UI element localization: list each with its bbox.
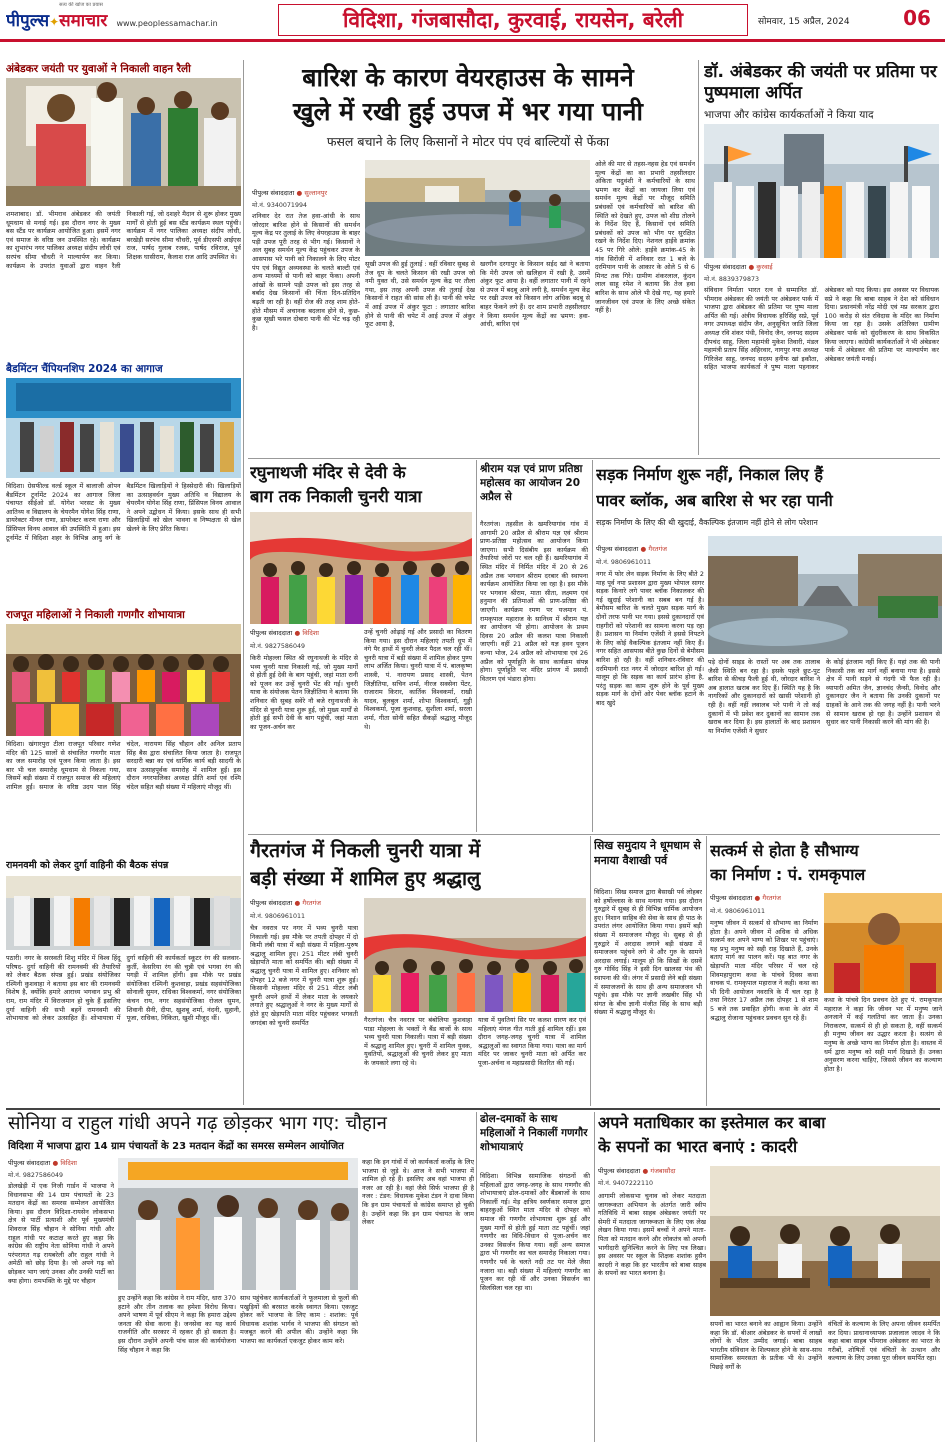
vote-photo-caption: सपनों का भारत बनाने का आह्वान किया। उन्होंने कहा कि डॉ. बीआर अंबेडकर के सपनों में लाखों लोगों के भीतर उम्मीद जगाई। बाबा साहब भारतीय संविधान के शिल्पकार होने के साथ-साथ सामाजिक समरसता के प्रतीक भी थे। उन्होंने पिछड़े वर्गों के <box>710 1320 822 1371</box>
section-divider <box>248 458 940 459</box>
vote-photo <box>710 1166 940 1316</box>
section-divider <box>6 1108 940 1110</box>
column-divider <box>594 1112 595 1442</box>
r1-col1: किरी मोहल्ला स्थित श्री रघुनाथजी के मंदिर से भव्य चुनरी यात्रा निकाली गई, जो मुख्य मार्गों से होती हुई देवी के बाग पहुंची, जहां माता रानी को पूजन कर उन्हें चुनरी भेंट की गई। चुनरी यात्रा के संयोजक पेतन जिज्ञीतिया ने बताया कि शनिवार की सुबह सवेरे नौ बजे रघुनाथजी के मंदिर से चुनरी यात्रा शुरू हुई, जो मुख्य मार्गों से होती हुई सभी देवी के बाग पहुंची, जहां माता का पूजन-अर्चन कर <box>250 654 358 731</box>
column-divider <box>592 460 593 832</box>
vote-col3: वंचितों के कल्याण के लिए अपना जीवन समर्पित कर दिया। प्राधानाध्यापक प्रजालाल जादव ने कि कहा बाबा साहब भीमराव अंबेडकर का भारत के गरीबों, शोषितों एवं वंचितों के उत्थान और कल्याण के लिए उनका पूरा जीवन समर्पित रहा। <box>828 1320 940 1363</box>
logo-star-icon: ✦ <box>49 15 60 29</box>
d1-body: संविधान निर्माता भारत रत्न से सम्मानित डॉ. भीमराव अंबेडकर की जयंती पर अंबेडकर पार्क में भाजपा द्वारा अंबेडकर की प्रतिमा पर पुष्प माला अर्पित की गई। अंत्रीय विधायक हरिसिंह सप्रे, पूर्व नगर उपाध्यक्ष संदीप जैन, अनुसूचित जाति जिला अध्यक्ष रवि शंकर पंथी, विनोद जैन, जनपद सदस्य दीपचंद साहू, जिला महामंत्री मुकेश तिवारी, मंडल महामंत्री प्रताप सिंह अहिरवार, नागपुर नपा अध्यक्ष गिरिजेश साहू, जनपद सदस्य हनीफ खां इकौता, सहित भाजपा कार्यकर्ता ने पुष्प माला पहनाकर अंबेडकर को याद किया। इस अवसर पर विधायक सप्रे ने कहा कि बाबा साहब ने देश को संविधान दिया। प्रधानमंत्री नरेंद्र मोदी एवं मप्र सरकार द्वारा 100 करोड़ से संत रविदास के मंदिर का निर्माण किया जा रहा है। उसके अतिरिक्त ग्रामीण अंबेडकर पार्क को सुंदरीकरण के साथ विकसित किया जाएगा। कांग्रेसी कार्यकर्ताओं ने भी अंबेडकर पार्क में अंबेडकर की प्रतिमा पर माल्यार्पण कर अंबेडकर जयंती मनाई। <box>704 286 939 372</box>
column-divider <box>243 60 244 1105</box>
a1-headline: अंबेडकर जयंती पर युवाओं ने निकाली वाहन रैली <box>6 63 191 75</box>
road-mobile: मो.नं. 9806961011 <box>596 559 651 566</box>
g1-byline: पीपुल्स संवाददाता ● गैरतगंज <box>250 899 321 907</box>
d1-byline: पीपुल्स संवाददाता ● कुरवाई <box>704 263 773 271</box>
lead-col4: ओले की मार से तहस-नहस हेड एवं समर्थन मूल्य केंद्रों का का प्रभारी तहसीलदार अंकिता यदुवंशी ने कर्मचारियों के साथ भ्रमण कर केंद्रों का जायजा लिया एवं समर्थन मूल्य केंद्रों पर मौजूद समिति प्रबंधकों एवं कर्मचारियों को बारिश की स्थिति को देखते हुए, उपज को शीघ्र तोलने के निर्देश दिए हैं, किसानों एवं समिति प्रबंधकों को उपज को भीग पर सुरक्षित रखने के निर्देश दिए। नेशनल हाईवे क्रमांक 45 पर गिरे ओले: हाईवे क्रमांक-45 के गांव सिरोंजी में शनिवार रात 1 बजे के दरमियान पानी के आकार के ओले 5 से 6 मिनट तक गिरे। ग्रामीण शंकरलाल, कुंदन लाल साहू रमेश ने बताया कि तेज हवा बारिश के साथ ओले भी देखे गए, यह हमारे जानजीवन एवं उपज के लिए अच्छे संकेत नहीं है। <box>595 160 695 315</box>
section-divider <box>248 834 940 835</box>
cong-byline-org: पीपुल्स संवाददाता <box>8 1159 51 1167</box>
ram-col1: मनुष्य जीवन में सत्कर्म से सौभाग्य का निर्माण होता है। अपने जीवन में अधिक से अधिक सत्कर्म कर अपने भाग्य को शिखर पर पहुंचाएं। यह प्रभु मनुष्य को सही राह दिखाते हैं, उनके बताए मार्ग का पालन करें। यह बात नगर के खेड़ापति माता मंदिर परिसर में चल रहे शिवमहापुराण कथा के पांचवे दिवस कथा वाचक पं. रामकृपाल महाराज ने कही। कथा का भी दिनी आयोजन नवरात्रि के मैं चल रहा है तथा निरंतर 17 अप्रैल तक दोपहर 1 से शाम 5 बजे तक प्रवाहित होगी। कथा के अंत में श्रद्धालु रोजाना पहुंचकर प्रवचन सुन रहे हैं। <box>710 919 818 1022</box>
a3-body: विदिशा। खंगारपुरा टीला राजपूत परिवार गणेश मंदिर की 125 सालों से संचालित गणगौर माता का जल समारोह एवं पूजन किया जाता है। इस बार भी चल समारोह धूमधाम से निकला गया, जिसमें बड़ी संख्या में राजपूत समाज की महिलाएं शामिल हुईं। समाज के वरिष्ठ उदय पाल सिंह चंदेल, नारायण सिंह चौहान और अनिल प्रताप सिंह बैस द्वारा संचालित किया जाता है। राजपूत सरदारी बन्ना का एवं धार्मिक कार्य बड़ी सादगी के साथ उत्साहपूर्वक समारोह में शामिल हुईं। इस दौरान नगरपालिका अध्यक्ष प्रीति शर्मा एवं रश्मि चंदेल सहित बड़ी संख्या में महिलाएं मौजूद थीं। <box>6 740 241 791</box>
vote-mobile: मो.नं. 9407222110 <box>598 1180 653 1187</box>
a2-body: विदिशा। ग्रेसफील्ड वर्ल्ड स्कूल में बालाजी ओपन बैडमिंटन टूर्नामेंट 2024 का आगाज जिला पंचायत सीईओ डॉ. योगेश भरसट के मुख्य आतिथ्य व विद्यालय के चेयरमैन योगेश सिंह राणा, डायरेक्टर मीनल राणा, डायरेक्टर करण राणा और प्रिंसिपल विनय आवाल की उपस्थिति में हुआ। इस टूर्नामेंट में विदिशा शहर के विभिन्न आयु वर्ग के बैडमिंटन खिलाड़ियों ने हिस्सेदारी की। खिलाड़ियों का उत्साहवर्धन मुख्य अतिथि व विद्यालय के चेयरमैन योगेश सिंह राणा, प्रिंसिपल विनय आवाल ने अपने उद्बोधन में किया। इसके साथ ही सभी खिलाड़ियों को खेल भावना व निष्पक्षता से खेल खेलने के लिए प्रेरित किया। <box>6 482 241 542</box>
road-photo-caption: पड़े दोनों साइड के रास्तों पर अब तक तालाब जैसी स्थिति बन रहा है। इसके पहले छुट-पुट बारिश से कीचड़ फैली हुई थी, जोरदार बारिश ने अब हालात खराब कर दिए हैं। स्थिति यह है कि नागरिकों और दुकानदारों को खासी परेशानी हो रही है। वहीं नहीं लवालब भरे पानी ने तो कई दुकानों में भी प्रवेश कर दुकानों का सामान तक खराब कर दिया है। इस हालातों के बाद प्रशासन या निर्माण एजेंसी ने सुधार <box>708 658 820 735</box>
column-divider <box>698 60 699 455</box>
a4-photo <box>6 876 241 950</box>
a3-photo <box>6 624 241 736</box>
ram-byline-place: गैरतगंज <box>762 894 781 902</box>
column-divider <box>476 460 477 832</box>
g1-byline-org: पीपुल्स संवाददाता <box>250 899 293 907</box>
cong-photo <box>118 1158 358 1290</box>
a2-photo <box>6 378 241 478</box>
lead-photo <box>365 160 590 256</box>
gang-headline: ढोल-दमाकों के साथ महिलाओं ने निकालीं गणगौर शोभायात्राएं <box>480 1113 588 1153</box>
a3-headline: राजपूत महिलाओं ने निकाली गणगौर शोभायात्रा <box>6 609 185 621</box>
gang-body: विदिशा। विभिन्न सामाजिक संगठनों की महिलाओं द्वारा जगह-जगह के साथ गणगौर की शोभायात्राएं ढोल-दमाकों और बैंडबाजों के साथ निकालीं गई। मेड़ क्षत्रिय स्वर्णकार समाज द्वारा बाहरकुओं स्थित माता मंदिर से दोपहर को समाज की गणगौर शोभायात्रा शुरू हुई और मुख्य मार्गों से होती हुई माता तट पहुंचीं। जहां गणगौर का विधि-विधान से पूजा-अर्चन कर उनका विसर्जन किया गया। वहीं अन्य समाज द्वारा भी गणगौर का चल समारोह निकाला गया। गणगौर पर्व के चलते नदी तट पर मेले जैसा नजारा था। बड़ी संख्या में महिलाएं गणगौर का पूजन कर रही थीं और उनका विसर्जन का सिलसिला चल रहा था। <box>480 1172 590 1292</box>
road-photo <box>708 536 942 654</box>
cong-col1: डोलखेड़ी में एक निजी गार्डन में भाजपा ने विधानसभा की 14 ग्राम पंचायतों के 23 मतदान केंद्रों का समरस सम्मेलन आयोजित किया। इस दौरान विदिशा-रायसेन लोकसभा क्षेत्र से पार्टी प्रत्याशी और पूर्व मुख्यमंत्री शिवराज सिंह चौहान ने सोनिया गांधी और राहुल गांधी पर कटाक्ष करते हुए कहा कि कांग्रेस की राष्ट्रीय नेता सोनिया गांधी ने अपने परंपरागत गढ़ रायबरेली और राहुल गांधी ने अमेठी को छोड़ दिया है। जो अपने गढ़ को छोड़कर भाग जाएं उनका और उनकी पार्टी का क्या होगा। रामभक्ति के मुद्दे पर चौहान <box>8 1182 114 1285</box>
cong-subtitle: विदिशा में भाजपा द्वारा 14 ग्राम पंचायतों के 23 मतदान केंद्रों का समरस सम्मेलन आयोजित <box>8 1141 344 1152</box>
d1-byline-org: पीपुल्स संवाददाता <box>704 263 747 271</box>
d1-headline: डॉ. अंबेडकर की जयंती पर प्रतिमा पर पुष्पमाला अर्पित <box>704 62 937 103</box>
logo-right: समाचार <box>59 11 108 31</box>
g1-col1: चैत्र नवरात्र पर नगर में भव्य चुनरी यात्रा निकाली गई। इस मौके पर तपती दोपहर में दो किमी लंबी यात्रा में बड़ी संख्या में महिला-पुरुष श्रद्धालु शामिल हुए। 251 मीटर लंबी चुनरी खेड़ापति माता को समर्पित की। बड़ी संख्या में श्रद्धालु चुनरी यात्रा में शामिल हुए। शनिवार को दोपहर 12 बजे नगर में चुनरी यात्रा शुरू हुई। किसानी मोहल्ला मंदिर से 251 मीटर लंबी चुनरी अपने हाथों में लेकर माता के जयकारे लगाते हुए श्रद्धालुओं ने नगर के मुख्य मार्गों से होते हुए खेड़ापति माता मंदिर पहुंचकर भगवती जगदंबा को चुनरी समर्पित <box>250 924 358 1027</box>
a2-headline: बैडमिंटन चैंपियनशिप 2024 का आगाज <box>6 363 163 375</box>
ram-photo <box>824 893 942 993</box>
masthead <box>6 2 251 38</box>
road-headline-2: पावर ब्लॉक, अब बारिश से भर रहा पानी <box>596 491 833 510</box>
cong-byline-place: विदिशा <box>60 1159 77 1167</box>
road-subtitle: सड़क निर्माण के लिए की थी खुदाई, वैकल्पिक इंतजाम नहीं होने से लोग परेशान <box>596 518 818 527</box>
ram-headline-2: का निर्माण : पं. रामकृपाल <box>710 865 866 884</box>
ram-byline: पीपुल्स संवाददाता ● गैरतगंज <box>710 894 781 902</box>
section-title: विदिशा, गंजबासौदा, कुरवाई, रायसेन, बरेली <box>342 8 684 32</box>
lead-byline: पीपुल्स संवाददाता ● सुल्तानपुर <box>252 189 328 197</box>
cong-headline: सोनिया व राहुल गांधी अपने गढ़ छोड़कर भाग गए: चौहान <box>8 1113 387 1134</box>
a1-photo <box>6 78 241 206</box>
page-header <box>0 0 945 42</box>
d1-mobile: मो.नं. 8839379873 <box>704 276 759 283</box>
vote-col1: आगामी लोकसभा चुनाव को लेकर मतदाता जागरूकता अभियान के अंतर्गत जारी स्वीप गतिविधि में बाबा साहब अंबेडकर जयंती पर सेमरी में मतदाता जागरूकता के लिए एक लेख लेखन किया गया। इसमें बच्चों ने अपने माता-पिता को मतदान करने और लोकतंत्र को अपनी भागीदारी सुनिश्चित करने के लिए पत्र लिखा। इस अवसर पर स्कूल के शिक्षक शशांक हुसैन कादरी ने कहा कि हर भारतीय को बाबा साहब के सपनों का भारत बनाना है। <box>598 1192 706 1278</box>
vote-byline-org: पीपुल्स संवाददाता <box>598 1167 641 1175</box>
road-byline-place: गैरतगंज <box>648 545 667 553</box>
lead-headline-1: बारिश के कारण वेयरहाउस के सामने <box>302 63 634 92</box>
issue-date: सोमवार, 15 अप्रैल, 2024 <box>758 17 850 27</box>
road-byline: पीपुल्स संवाददाता ● गैरतगंज <box>596 545 667 553</box>
vote-byline: पीपुल्स संवाददाता ● गंजबासौदा <box>598 1167 676 1175</box>
cong-col4: साथ पहुंचेकर कार्यकर्ताओं ने फूलमाला से फूलों की पखुड़ियों की बरसात करके स्वागत किया। एकजुट होकर करें भाजपा के लिए काम : शशांक: पूर्व विधायक शशांक भार्गव ने भाजपा की संगठन को मजबूत करने की अपील की। उन्होंने कहा कि भाजपा का कार्यकर्ता एकजुट होकर काम करे। <box>240 1294 358 1345</box>
column-divider <box>590 836 591 1106</box>
g1-headline-1: गैरतगंज में निकली चुनरी यात्रा में <box>250 839 481 862</box>
g1-mobile: मो.नं. 9806961011 <box>250 913 305 920</box>
s1-body: गैरतगंज। तहसील के खमरियागांव गांव में आगामी 20 अप्रैल से श्रीराम यज्ञ एवं श्रीराम प्राण-प्रतिष्ठा महोत्सव का आयोजन किया जाएगा। सभी दिसंबीय इस कार्यक्रम की तैयारियां जोरों पर चल रही हैं। खमरियागांव में स्थित मंदिर में निर्मित मंदिर में 20 से 26 अप्रैल तक भगवान श्रीराम दरबार की स्थापना कार्यक्रम आयोजित किया जा रहा है। इस मौके पर भगवान श्रीराम, माता सीता, लक्ष्मण एवं हनुमान की प्रतिमाओं की प्राण-प्रतिष्ठा की जाएगी। कार्यक्रम रमण पर यजमान पं. रामकृपाल महाराज के सानिध्य में श्रीराम यज्ञ का आयोजन भी होगा। आयोजन के प्रथम दिवस 20 अप्रैल की कलश यात्रा निकाली जाएगी। वहीं 21 अप्रैल को यज्ञ हवन पूजन कन्या भोज, 24 अप्रैल को शोभायात्रा एवं 26 अप्रैल को पूर्णाहुति के साथ कार्यक्रम संपन्न होगा। पूर्णाहुति पर मंदिर प्रांगण में प्रसादी वितरण एवं भंडारा होगा। <box>480 520 588 683</box>
lead-byline-place: सुल्तानपुर <box>304 189 328 197</box>
vote-headline-2: के सपनों का भारत बनाएं : कादरी <box>598 1137 798 1156</box>
lead-col1: शनिवार देर रात तेज हवा-आंधी के साथ जोरदार बारिश होने से किसानों की समर्थन मूल्य केंद्र पर तुलाई के लिए वेयरहाउस के बाहर पड़ी उपज पूरी तरह से भीग गई। किसानों ने अल सुबह समर्थन मूल्य केंद्र पहुंचकर उपज के आसपास भरे पानी को निकालने के लिए मोटर पंप एवं विद्युत अव्यवस्था के चलते बाल्टी एवं अन्य माध्यमों से पानी को बाहर फेंका। अपनी आंखों के सामने पड़ी उपज को इस तरह से बर्बाद देख किसानों की चिंता दिन-प्रतिदिन बढ़ती जा रही है। वहीं रोज की तरह शाम होते-होते मौसम में अचानक बदलाव होने से, कुछ-कुछ सूखी फसल दोबारा पानी की भेंट चढ़ रही है। <box>252 212 360 332</box>
g1-photo <box>364 898 586 1012</box>
sikh-body: विदिशा। सिख समाज द्वारा बैसाखी पर्व लोहबर को हर्षोल्लास के साथ मनाया गया। इस दौरान गुरुद्वारे में सुबह से ही विभिन्न धार्मिक आयोजन हुए। निशान साहिब की सेवा के साथ ही पाठ के उपरांत लंगर आयोजित किया गया। इसमें बड़ी संख्या में समाजजन मौजूद थे। सुबह से ही गुरुद्वारे में अरदास लगाने बड़ी संख्या में समाजजन पहुंचने लगे थे और गुरु के सामने अरदास लगाई। मालूम हो कि सिखों के दसवें गुरु गोविंद सिंह ने इसी दिन खालसा पंथ की स्थापना की थी। लंगर में प्रसादी लेने बड़ी संख्या में समाजजनों के साथ ही अन्य समाजजन भी पहुंचे। इस मौके पर ज्ञानी लखबीर सिंह भी संगत के बीच ज्ञानी मंजीत सिंह के साथ बड़ी संख्या में श्रद्धालु मौजूद थे। <box>594 888 702 1017</box>
d1-subtitle: भाजपा और कांग्रेस कार्यकर्ताओं ने किया याद <box>704 109 874 121</box>
masthead-tagline: सत्य की खोज का प्रयास <box>59 2 103 8</box>
column-divider <box>706 836 707 1106</box>
sikh-headline: सिख समुदाय ने धूमधाम से मनाया वैशाखी पर्व <box>594 839 701 867</box>
d1-byline-place: कुरवाई <box>756 263 773 271</box>
ram-photo-caption: कथा के पांचवे दिन प्रवचन देते हुए पं. रामकृपाल महाराज ने कहा कि जीवन भर में मनुष्य जाने अनजाने में कई गलतियां कर जाता है। उनका निराकरण, सत्कर्म से ही हो सकता है, वहीं सत्कर्म ही मनुष्य जीवन का उद्धार करता है। सत्संग से मनुष्य के अच्छे भाग्य का निर्माण होता है। वास्तव में धर्म द्वारा मनुष्य को सही मार्ग दिखाते हैं। उनका अनुसरण करना चाहिए, जिससे जीवन का कल्याण होता है। <box>824 996 942 1073</box>
road-byline-org: पीपुल्स संवाददाता <box>596 545 639 553</box>
lead-subtitle: फसल बचाने के लिए किसानों ने मोटर पंप एवं बाल्टियों से फेंका <box>326 134 610 149</box>
lead-col3: खरगौन दरगापुर के किसान सईद खां ने बताया कि मेरी उपज जो खलिहान में रखी है, उसमें अंकुर फूट आया है। वहीं लगातार पानी में रहने से उपज में बदबू आने लगी है, समर्थन मूल्य केंद्र पर रखी उपज को किसान लोग अधिक बदबू से बाहर फेंकने लगे हैं। दर शाम प्रभारी तहसीलदार ने किया समर्थन मूल्य केंद्रों का भ्रमण: हवा-आंधी, बारिश एवं <box>480 260 590 329</box>
vote-headline-1: अपने मताधिकार का इस्तेमाल कर बाबा <box>598 1113 826 1132</box>
page-number: 06 <box>903 6 931 30</box>
lead-headline-2: खुले में रखी हुई उपज में भर गया पानी <box>293 97 643 126</box>
a4-body: पठारी। नगर के सरस्वती शिशु मंदिर में विश्व हिंदू परिषद- दुर्गा वाहिनी की रामनवमी की तैयारियों को लेकर बैठक संपन्न हुई। प्रखंड संयोजिका रश्मिनी कुशवाहा ने बताया इस बार की रामनवमी विशेष है, क्योंकि हमारे आराध्य भगवान प्रभु श्री राम, राम मंदिर में विराजमान हो चुके हैं इसलिए दुर्गा वाहिनी की सभी बहनें रामनवमी की शोभायात्रा को लेकर उत्साहित हैं। शोभायात्रा में दुर्गा वाहिनी की कार्यकर्ता स्कूटर रंग की सलवार-कुर्ती, केसरिया रंग की चुन्नी एवं भगवा रंग की पगड़ी में शामिल होंगी। इस मौके पर प्रखंड संयोजिका रश्मिनी कुशवाहा, प्रखंड सहसंयोजिका सोनाली सुमन, राधिका विश्वकर्मा, नगर संयोजिका कंचन राय, नगर सहसंयोजिका रोजल सुमन, शिवानी सैनी, दीपा, खुशबू शर्मा, नंदनी, सुहानी, पूजा, राधिका, निकिता, खुशी मौजूद थीं। <box>6 954 241 1023</box>
ram-byline-org: पीपुल्स संवाददाता <box>710 894 753 902</box>
g1-headline-2: बड़ी संख्या में शामिल हुए श्रद्धालु <box>250 867 481 890</box>
r1-byline-org: पीपुल्स संवाददाता <box>250 629 293 637</box>
a4-headline: रामनवमी को लेकर दुर्गा वाहिनी की बैठक संपन्न <box>6 860 169 871</box>
a1-body: शमशाबाद। डॉ. भीमराव अंबेडकर की जयंती धूमधाम से मनाई गई। इस दौरान नगर के मुख्य बस स्टैंड पर कार्यक्रम आयोजित हुआ। इसमें नगर एवं समाज के वरिष्ठ जन उपस्थित रहे। कार्यक्रम का शुभारंभ नगर पालिका अध्यक्ष संदीप लोधी एवं सरपंच सीमा चौधरी ने माल्यार्पण कर किया। कार्यक्रम के उपरांत युवाओं द्वारा वाहन रैली निकाली गई, जो दशहरे मैदान से शुरू होकर मुख्य मार्गों से होती हुई बस स्टैंड कार्यक्रम स्थल पहुंची। कार्यक्रम में नगर पालिका अध्यक्ष संदीप लोधी, बरखेड़ी सरपंच सीमा चौधरी, पूर्व डीएसपी आईएस राज, पार्षद गुलाब रजक, पार्षद रविराज, पूर्व शिक्षक घासीराम, कैलाश राज आदि उपस्थित थे। <box>6 210 241 270</box>
lead-mobile: मो.नं. 9340071994 <box>252 202 307 209</box>
road-col3: के कोई इंतजाम नहीं किए हैं। यहां तक की पानी निकासी तक का मार्ग नहीं बनाया गया है। इससे क्षेत्र में पानी सड़ने से गंदगी भी फैल रही है। व्यापारी अमित जैन, ज्ञानचंद जैन्सी, विनोद और दुकानदार जैन ने बताया कि उनकी दुकानों पर ग्राहकों के आने तक की जगह नहीं है। पानी भरने से सामान खराब हो रहा है। उन्होंने प्रशासन से सुधार कर पानी निकासी करने की मांग की है। <box>826 658 940 727</box>
vote-byline-place: गंजबासौदा <box>650 1167 676 1175</box>
cong-mobile: मो.नं. 9827586049 <box>8 1172 63 1179</box>
r1-mobile: मो.नं. 9827586049 <box>250 643 305 650</box>
cong-col2: हुए उन्होंने कहा कि कांग्रेस ने राम मंदिर, धारा 370 हटाने और तीन तलाक का हमेशा विरोध किया। अपने भाषण में पूर्व सीएम ने कहा कि हमारा उद्देश्य जनता की सेवा करना है। जनसेवा का यह कार्य राजनीति और सरकार में रहकर ही हो सकता है। इस दौरान उन्होंने अपनी पांच साल की कार्ययोजना सिंह चौहान ने कहा कि <box>118 1294 236 1354</box>
cong-byline: पीपुल्स संवाददाता ● विदिशा <box>8 1159 77 1167</box>
ram-mobile: मो.नं. 9806961011 <box>710 908 765 915</box>
d1-photo <box>704 124 939 258</box>
lead-photo-caption: सूखी उपज की हुई तुलाई : वहीं रविवार सुबह से तेज धूप के चलते किसान की रखी उपज जो नमी युक्त थी, उसे समर्थन मूल्य केंद्र पर तौला गया, इस तरह अपनी उपज की तुलाई देख किसानों ने राहत की सांस ली है। पानी की चपेट में आई उपज में अंकुर फूटा : लगातार बारिश होने से पानी की चपेट में आई उपज में अंकुर फूट आया है, <box>365 260 475 329</box>
r1-photo <box>250 512 472 624</box>
s1-headline: श्रीराम यज्ञ एवं प्राण प्रतिष्ठा महोत्सव का आयोजन 20 अप्रैल से <box>480 463 583 503</box>
r1-headline-2: बाग तक निकाली चुनरी यात्रा <box>250 487 422 506</box>
cong-col3: कहा कि इन गांवों में जो कार्यकर्ता कर्जोड़ के लिए भाजपा से जुड़े थे। आज ने सभी भाजपा में शामिल हो रहे हैं। इसलिए अब वहां भाजपा ही नजर आ रही है। वहां जैसे सिर्फ भाजपा ही है नजर : टंडन: विधायक मुकेश टंडन ने दावा किया कि इन ग्राम पंचायतों से कांग्रेस समाप्त हो चुकी है। उन्होंने कहा कि इन ग्राम पंचायत के जाम लेकर <box>362 1158 474 1227</box>
section-title-box <box>278 4 748 36</box>
r1-byline: पीपुल्स संवाददाता ● विदिशा <box>250 629 319 637</box>
g1-photo-caption: गैरतगंज। चैत्र नवरात्र पर बंबोलिया कुशवाहा पाडा मोहल्ला के भक्तों ने बैंड बाजों के साथ भव्य चुनरी यात्रा निकाली। यात्रा में बड़ी संख्या में श्रद्धालु शामिल हुए। चुनरी में शामिल युवक, युवतियों, श्रद्धालुओं की चुनरी लेकर हुए माता के जयकारे लगा रहे थे। <box>364 1016 472 1067</box>
lead-byline-org: पीपुल्स संवाददाता <box>252 189 295 197</box>
ram-headline-1: सत्कर्म से होता है सौभाग्य <box>710 841 859 860</box>
r1-col2: उन्हें चुनरी ओढ़ाई गई और प्रसादी का वितरण किया गया। इस दौरान महिलाएं तपती धूप में नंगे पैर हाथों में चुनरी लेकर पैदल चल रही थीं। चुनरी यात्रा में बड़ी संख्या में शामिल होकर पुण्य लाभ अर्जित किया। चुनरी यात्रा में पं. बालकृष्ण शास्त्री, पं. नारायण प्रसाद शास्त्री, पेतन जिज्ञीतिया, सचिन शर्मा, नीरज सक्सेना पेंटर, राजाराम किरार, कार्तिक विश्वकर्मा, राखी यादव, बुलबुल शर्मा, शोभा विश्वकर्मा, गुड्डी विश्वकर्मा, पूजा कुशवाह, सुशीला शर्मा, सरला शर्मा, गीता सोनी सहित सैकड़ों श्रद्धालु मौजूद थे। <box>364 628 472 731</box>
logo-left: पीपुल्स <box>6 11 50 31</box>
g1-byline-place: गैरतगंज <box>302 899 321 907</box>
road-col1: नगर में फोर लेन सड़क निर्माण के लिए बीते 2 माह पूर्व नपा प्रशासन द्वारा मुख्य भोपाल सागर सड़क किनारे लगे पावर ब्लॉक निकालकर की गई खुदाई परेशानी का सबब बन गई है। बेमौसम बारिश के चलते मुख्य सड़क मार्ग के दोनों तरफ पानी भर गया। इससे दुकानदारों एवं राहगीरों को परेशानी का सामना करना पड़ रहा है। प्रशासन या निर्माण एजेंसी ने इससे निपटने के लिए कोई वैकल्पिक इंतजाम नहीं किए हैं। नगर सहित आसपास बीते कुछ दिनों से बेमौसम बारिश हो रही है। वहीं शनिवार-रविवार की दरमियानी रात नगर में जोरदार बारिश हो गई। मालूम हो कि सड़क का कार्य प्रारंभ होना है, परंतु सड़क का काम शुरू होने के पूर्व मुख्य सड़क मार्ग के दोनों ओर पेवर ब्लॉक हटाने के बाद खुदे <box>596 570 704 707</box>
column-divider <box>476 1112 477 1442</box>
r1-byline-place: विदिशा <box>302 629 319 637</box>
r1-headline-1: रघुनाथजी मंदिर से देवी के <box>250 463 406 482</box>
website-link[interactable]: www.peoplessamachar.in <box>116 19 218 28</box>
g1-col3: यात्रा में युवतियां सिर पर कलश धारण कर एवं महिलाएं मंगल गीत गाती हुई शामिल रहीं। इस दौरान जगह-जगह चुनरी यात्रा में शामिल श्रद्धालुओं का स्वागत किया गया। यात्रा का मार्ग मंदिर पर जाकर चुनरी माता को अर्पित कर पूजा-अर्चना व महाप्रसादी वितरित की गई। <box>478 1016 586 1067</box>
road-headline-1: सड़क निर्माण शुरू नहीं, निकाल लिए हैं <box>596 465 823 484</box>
